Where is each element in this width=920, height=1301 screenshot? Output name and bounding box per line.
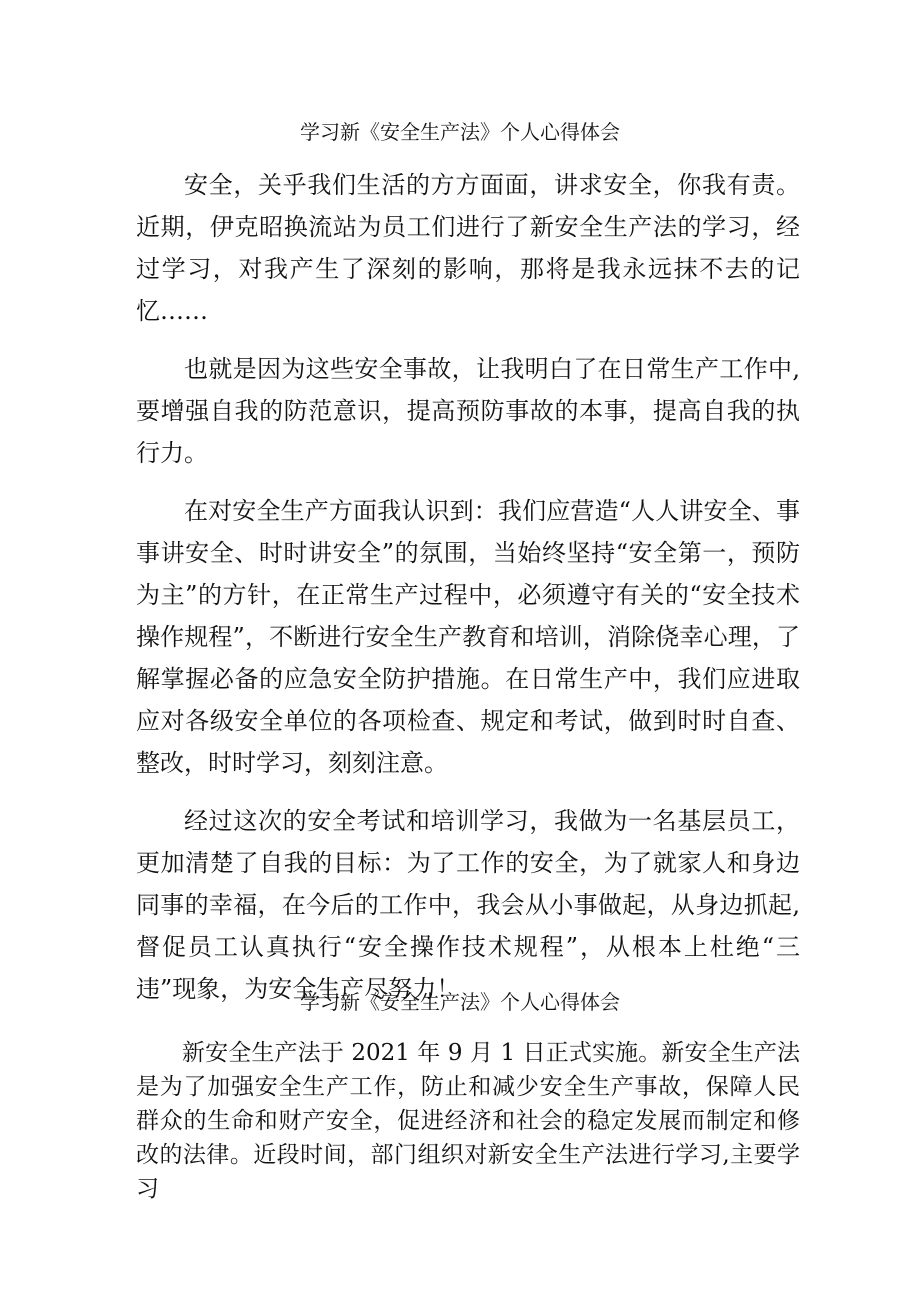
document-title: 学习新《安全生产法》个人心得体会 — [300, 120, 620, 144]
body-paragraph: 在对安全生产方面我认识到：我们应营造“人人讲安全、事事讲安全、时时讲安全”的氛围，当始终坚持“安全第一，预防为主”的方针，在正常生产过程中，必须遵守有关的“安全技术操作规程”，不断进行安全生产教育和培训，消除侥幸心理，了解掌握必备的应急安全防护措施。在日常生产中，我们应进取应对各级安全单位的各项检查、规定和考试，做到时时自查、整改，时时学习，刻刻注意。 — [136, 497, 800, 777]
second-document-title: 学习新《安全生产法》个人心得体会 — [300, 990, 620, 1014]
body-paragraph: 新安全生产法于 2021 年 9 月 1 日正式实施。新安全生产法是为了加强安全生产工作，防止和减少安全生产事故，保障人民群众的生命和财产安全，促进经济和社会的稳定发展而制定和修改的法律。近段时间，部门组织对新安全生产法进行学习,主要学习 — [136, 1040, 800, 1202]
body-paragraph: 安全，关乎我们生活的方方面面，讲求安全，你我有责。近期，伊克昭换流站为员工们进行了新安全生产法的学习，经过学习，对我产生了深刻的影响，那将是我永远抹不去的记忆…… — [136, 171, 800, 325]
body-paragraph: 经过这次的安全考试和培训学习，我做为一名基层员工，更加清楚了自我的目标：为了工作的安全，为了就家人和身边同事的幸福，在今后的工作中，我会从小事做起，从身边抓起,督促员工认真执行“安全操作技术规程”，从根本上杜绝“三违”现象，为安全生产尽努力！ — [136, 807, 800, 1003]
document-body — [136, 164, 800, 1026]
second-document-body — [136, 1036, 800, 1206]
body-paragraph: 也就是因为这些安全事故，让我明白了在日常生产工作中,要增强自我的防范意识，提高预防事故的本事，提高自我的执行力。 — [136, 355, 800, 467]
